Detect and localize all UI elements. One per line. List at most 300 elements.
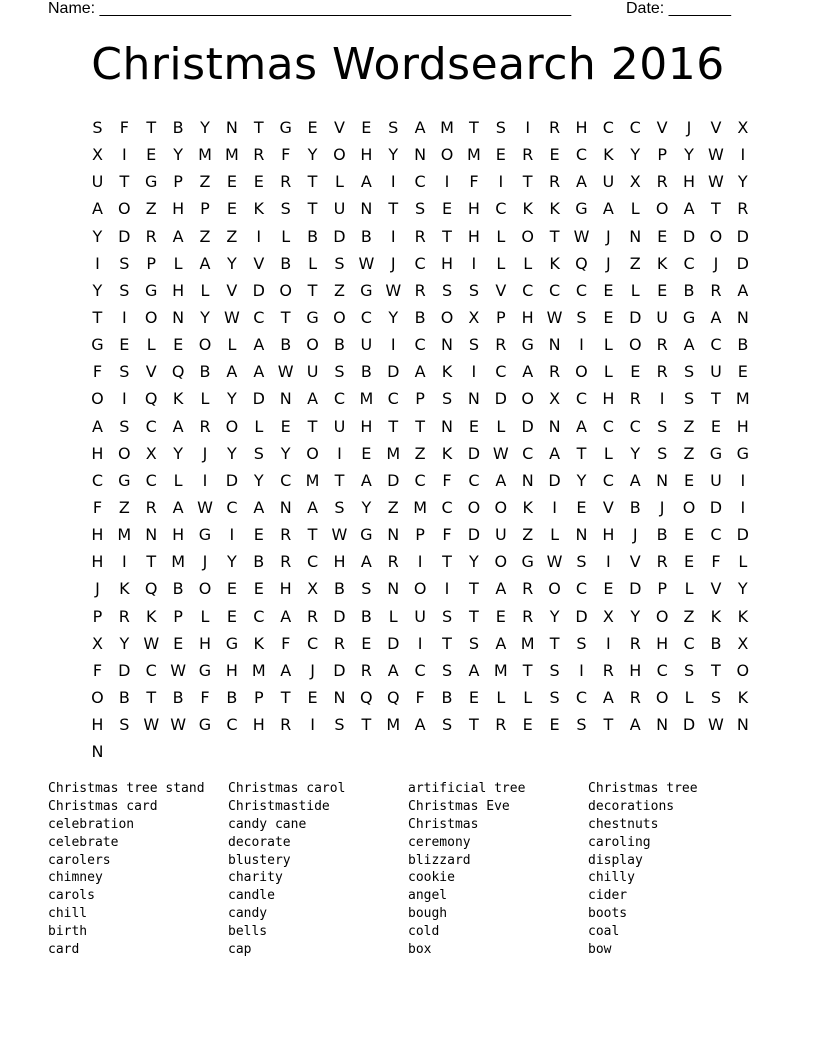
grid-letter[interactable]: L (200, 280, 210, 300)
grid-letter[interactable]: R (387, 552, 399, 572)
grid-letter[interactable]: X (549, 389, 561, 409)
grid-letter[interactable]: S (280, 199, 291, 219)
grid-letter[interactable]: D (387, 362, 400, 382)
grid-letter[interactable]: C (280, 470, 292, 490)
grid-letter[interactable]: E (603, 579, 614, 599)
grid-letter[interactable]: E (173, 633, 184, 653)
grid-letter[interactable]: A (576, 416, 587, 436)
grid-letter[interactable]: I (310, 715, 315, 735)
grid-letter[interactable]: S (388, 118, 399, 137)
grid-letter[interactable]: D (118, 226, 131, 246)
grid-letter[interactable]: J (390, 253, 396, 273)
grid-letter[interactable]: C (522, 280, 534, 300)
grid-letter[interactable]: L (173, 253, 183, 273)
grid-letter[interactable]: G (145, 280, 158, 300)
grid-letter[interactable]: A (387, 660, 399, 680)
grid-letter[interactable]: T (146, 552, 157, 572)
grid-letter[interactable]: I (471, 362, 477, 382)
grid-letter[interactable]: I (525, 118, 531, 137)
grid-letter[interactable]: S (119, 416, 130, 436)
grid-letter[interactable]: K (522, 199, 533, 219)
grid-letter[interactable]: I (740, 497, 746, 517)
grid-letter[interactable]: T (119, 172, 130, 192)
grid-letter[interactable]: W (573, 226, 590, 246)
grid-letter[interactable]: A (172, 226, 184, 246)
grid-letter[interactable]: P (415, 525, 425, 545)
grid-letter[interactable]: A (280, 606, 292, 626)
grid-letter[interactable]: A (737, 280, 749, 300)
grid-letter[interactable]: O (198, 579, 212, 599)
grid-letter[interactable]: L (308, 253, 318, 273)
grid-letter[interactable]: K (253, 199, 265, 219)
grid-letter[interactable]: L (173, 470, 183, 490)
grid-letter[interactable]: B (360, 606, 372, 626)
grid-letter[interactable]: I (417, 633, 423, 653)
grid-letter[interactable]: G (198, 660, 212, 680)
grid-letter[interactable]: C (549, 280, 561, 300)
grid-letter[interactable]: S (119, 253, 130, 273)
grid-letter[interactable]: Z (199, 172, 211, 192)
grid-letter[interactable]: E (549, 145, 560, 165)
grid-letter[interactable]: A (253, 362, 265, 382)
grid-letter[interactable]: M (520, 633, 535, 653)
grid-letter[interactable]: L (603, 335, 613, 355)
grid-letter[interactable]: O (682, 497, 696, 517)
grid-letter[interactable]: O (279, 280, 292, 300)
grid-letter[interactable]: C (575, 389, 588, 409)
date-field[interactable]: Date: _______ (626, 0, 731, 17)
grid-letter[interactable]: A (253, 335, 265, 355)
grid-letter[interactable]: S (549, 687, 560, 707)
grid-letter[interactable]: W (385, 280, 402, 300)
grid-letter[interactable]: H (467, 226, 480, 246)
grid-letter[interactable]: P (495, 307, 506, 327)
grid-letter[interactable]: T (361, 715, 372, 735)
grid-letter[interactable]: V (710, 118, 722, 137)
grid-letter[interactable]: O (709, 226, 723, 246)
grid-letter[interactable]: I (471, 253, 477, 273)
grid-letter[interactable]: B (226, 687, 238, 707)
grid-letter[interactable]: C (253, 307, 265, 327)
grid-letter[interactable]: R (522, 606, 534, 626)
grid-letter[interactable]: E (441, 199, 453, 219)
grid-letter[interactable]: T (711, 389, 721, 409)
grid-letter[interactable]: C (683, 253, 695, 273)
grid-letter[interactable]: D (736, 253, 749, 273)
grid-letter[interactable]: F (92, 660, 103, 680)
grid-letter[interactable]: V (629, 552, 641, 572)
grid-letter[interactable]: O (440, 307, 454, 327)
grid-letter[interactable]: A (199, 253, 211, 273)
grid-letter[interactable]: P (173, 606, 183, 626)
grid-letter[interactable]: D (225, 470, 239, 490)
grid-letter[interactable]: C (306, 633, 319, 653)
grid-letter[interactable]: Y (684, 145, 694, 165)
grid-letter[interactable]: M (224, 145, 239, 165)
grid-letter[interactable]: R (549, 172, 561, 192)
grid-letter[interactable]: O (494, 497, 508, 517)
grid-letter[interactable]: A (576, 172, 587, 192)
grid-letter[interactable]: R (360, 660, 372, 680)
grid-letter[interactable]: E (737, 362, 748, 382)
grid-letter[interactable]: C (414, 335, 426, 355)
grid-letter[interactable]: I (659, 389, 665, 409)
grid-letter[interactable]: R (414, 280, 426, 300)
grid-letter[interactable]: A (414, 118, 426, 137)
grid-letter[interactable]: A (360, 470, 372, 490)
grid-letter[interactable]: S (683, 389, 695, 409)
grid-letter[interactable]: C (226, 715, 238, 735)
grid-letter[interactable]: D (252, 389, 265, 409)
grid-letter[interactable]: B (414, 307, 426, 327)
grid-letter[interactable]: X (629, 172, 641, 192)
grid-letter[interactable]: E (657, 226, 668, 246)
grid-letter[interactable]: X (145, 443, 157, 463)
grid-letter[interactable]: S (334, 362, 345, 382)
grid-letter[interactable]: L (603, 443, 613, 463)
grid-letter[interactable]: Z (226, 226, 238, 246)
grid-letter[interactable]: G (709, 443, 723, 463)
grid-letter[interactable]: I (202, 470, 208, 490)
grid-letter[interactable]: M (359, 389, 374, 409)
grid-letter[interactable]: M (467, 145, 481, 165)
grid-letter[interactable]: R (522, 579, 534, 599)
grid-letter[interactable]: Z (145, 199, 157, 219)
grid-letter[interactable]: K (441, 362, 453, 382)
grid-letter[interactable]: T (576, 443, 587, 463)
grid-letter[interactable]: O (521, 226, 534, 246)
grid-letter[interactable]: P (173, 172, 183, 192)
grid-letter[interactable]: Y (173, 145, 183, 165)
grid-letter[interactable]: E (307, 118, 318, 137)
grid-letter[interactable]: D (467, 525, 481, 545)
grid-letter[interactable]: Y (227, 389, 237, 409)
grid-letter[interactable]: T (549, 633, 560, 653)
grid-letter[interactable]: G (279, 118, 292, 137)
grid-letter[interactable]: B (333, 579, 345, 599)
grid-letter[interactable]: K (737, 606, 749, 626)
grid-letter[interactable]: E (361, 443, 372, 463)
grid-letter[interactable]: E (173, 335, 184, 355)
grid-letter[interactable]: C (683, 633, 695, 653)
grid-letter[interactable]: P (92, 606, 103, 626)
grid-letter[interactable]: S (119, 280, 130, 300)
grid-letter[interactable]: O (655, 199, 669, 219)
grid-letter[interactable]: M (413, 497, 428, 517)
grid-letter[interactable]: T (442, 552, 452, 572)
grid-letter[interactable]: E (710, 416, 721, 436)
grid-letter[interactable]: I (390, 335, 396, 355)
grid-letter[interactable]: H (441, 253, 454, 273)
grid-letter[interactable]: L (281, 226, 291, 246)
grid-letter[interactable]: H (656, 633, 669, 653)
grid-letter[interactable]: E (226, 172, 237, 192)
grid-letter[interactable]: R (199, 416, 211, 436)
grid-letter[interactable]: E (683, 552, 695, 572)
grid-letter[interactable]: B (683, 280, 695, 300)
grid-letter[interactable]: X (91, 633, 103, 653)
grid-letter[interactable]: L (200, 606, 210, 626)
grid-letter[interactable]: R (118, 606, 130, 626)
grid-letter[interactable]: H (683, 172, 696, 192)
grid-letter[interactable]: F (92, 362, 103, 382)
grid-letter[interactable]: C (306, 552, 319, 572)
grid-letter[interactable]: C (575, 280, 588, 300)
grid-letter[interactable]: S (710, 687, 721, 707)
grid-letter[interactable]: O (118, 443, 131, 463)
grid-letter[interactable]: O (333, 145, 346, 165)
grid-letter[interactable]: W (331, 525, 348, 545)
grid-letter[interactable]: J (95, 579, 100, 599)
grid-letter[interactable]: L (630, 280, 640, 300)
grid-letter[interactable]: W (708, 715, 724, 735)
grid-letter[interactable]: Y (630, 443, 641, 463)
grid-letter[interactable]: Z (333, 280, 345, 300)
grid-letter[interactable]: S (334, 715, 345, 735)
grid-letter[interactable]: Y (388, 145, 399, 165)
grid-letter[interactable]: K (603, 145, 614, 165)
grid-letter[interactable]: U (91, 172, 104, 192)
grid-letter[interactable]: C (91, 470, 104, 490)
grid-letter[interactable]: T (280, 307, 291, 327)
grid-letter[interactable]: A (495, 633, 507, 653)
grid-letter[interactable]: I (95, 253, 100, 273)
grid-letter[interactable]: O (628, 335, 642, 355)
grid-letter[interactable]: N (387, 525, 400, 545)
grid-letter[interactable]: G (118, 470, 131, 490)
grid-letter[interactable]: C (414, 253, 426, 273)
grid-letter[interactable]: F (200, 687, 210, 707)
grid-letter[interactable]: J (632, 525, 638, 545)
grid-letter[interactable]: L (603, 362, 613, 382)
grid-letter[interactable]: R (656, 552, 668, 572)
grid-letter[interactable]: E (683, 470, 695, 490)
grid-letter[interactable]: Y (119, 633, 130, 653)
grid-letter[interactable]: A (91, 416, 103, 436)
grid-letter[interactable]: N (279, 497, 292, 517)
grid-letter[interactable]: P (200, 199, 210, 219)
grid-letter[interactable]: D (682, 715, 696, 735)
grid-letter[interactable]: T (307, 525, 318, 545)
grid-letter[interactable]: F (281, 145, 291, 165)
grid-letter[interactable]: I (390, 226, 396, 246)
grid-letter[interactable]: E (603, 280, 614, 300)
grid-letter[interactable]: L (227, 335, 237, 355)
grid-letter[interactable]: M (198, 145, 212, 165)
grid-letter[interactable]: K (441, 443, 453, 463)
grid-letter[interactable]: C (414, 660, 426, 680)
grid-letter[interactable]: C (468, 470, 480, 490)
grid-letter[interactable]: D (387, 470, 400, 490)
grid-letter[interactable]: M (440, 118, 454, 137)
grid-letter[interactable]: H (279, 579, 292, 599)
grid-letter[interactable]: S (657, 443, 668, 463)
grid-letter[interactable]: T (92, 307, 103, 327)
grid-letter[interactable]: T (711, 199, 721, 219)
grid-letter[interactable]: O (333, 307, 346, 327)
grid-letter[interactable]: W (708, 172, 724, 192)
grid-letter[interactable]: E (253, 525, 264, 545)
grid-letter[interactable]: I (121, 307, 127, 327)
grid-letter[interactable]: E (280, 416, 291, 436)
grid-letter[interactable]: S (119, 715, 130, 735)
grid-letter[interactable]: M (386, 715, 401, 735)
grid-letter[interactable]: O (655, 687, 669, 707)
grid-letter[interactable]: R (656, 362, 668, 382)
grid-letter[interactable]: T (469, 606, 479, 626)
grid-letter[interactable]: S (576, 307, 587, 327)
grid-letter[interactable]: Q (144, 389, 158, 409)
grid-letter[interactable]: M (735, 389, 750, 409)
grid-letter[interactable]: D (736, 226, 749, 246)
grid-letter[interactable]: Z (522, 525, 534, 545)
grid-letter[interactable]: N (736, 307, 749, 327)
grid-letter[interactable]: D (736, 525, 749, 545)
grid-letter[interactable]: T (280, 687, 291, 707)
grid-letter[interactable]: H (575, 118, 588, 137)
grid-letter[interactable]: Y (92, 226, 103, 246)
grid-letter[interactable]: S (253, 443, 264, 463)
grid-letter[interactable]: E (361, 633, 372, 653)
grid-letter[interactable]: Y (361, 497, 372, 517)
grid-letter[interactable]: N (629, 226, 642, 246)
grid-letter[interactable]: L (523, 687, 533, 707)
grid-letter[interactable]: W (197, 497, 213, 517)
grid-letter[interactable]: Y (227, 443, 237, 463)
grid-letter[interactable]: Y (307, 145, 318, 165)
grid-letter[interactable]: A (602, 687, 614, 707)
grid-letter[interactable]: G (521, 335, 534, 355)
grid-letter[interactable]: C (575, 145, 588, 165)
grid-letter[interactable]: O (306, 443, 319, 463)
grid-letter[interactable]: T (334, 470, 345, 490)
grid-letter[interactable]: L (523, 253, 533, 273)
grid-letter[interactable]: A (307, 389, 319, 409)
grid-letter[interactable]: E (146, 145, 157, 165)
grid-letter[interactable]: T (522, 660, 533, 680)
grid-letter[interactable]: Y (200, 307, 210, 327)
grid-letter[interactable]: B (629, 497, 641, 517)
grid-letter[interactable]: I (444, 172, 450, 192)
grid-letter[interactable]: X (307, 579, 319, 599)
grid-letter[interactable]: Z (414, 443, 426, 463)
grid-letter[interactable]: R (656, 335, 668, 355)
grid-letter[interactable]: T (442, 633, 452, 653)
grid-letter[interactable]: I (256, 226, 262, 246)
grid-letter[interactable]: F (442, 470, 452, 490)
grid-letter[interactable]: R (522, 145, 534, 165)
grid-letter[interactable]: C (629, 416, 641, 436)
grid-letter[interactable]: Y (737, 172, 748, 192)
grid-letter[interactable]: M (386, 443, 401, 463)
grid-letter[interactable]: P (657, 579, 667, 599)
grid-letter[interactable]: N (225, 118, 238, 137)
grid-letter[interactable]: H (602, 389, 615, 409)
grid-letter[interactable]: H (467, 199, 480, 219)
grid-letter[interactable]: T (522, 172, 533, 192)
grid-letter[interactable]: X (91, 145, 103, 165)
grid-letter[interactable]: B (172, 118, 184, 137)
grid-letter[interactable]: M (251, 660, 266, 680)
grid-letter[interactable]: B (710, 633, 722, 653)
grid-letter[interactable]: C (333, 389, 346, 409)
grid-letter[interactable]: W (170, 660, 187, 680)
grid-letter[interactable]: J (713, 253, 719, 273)
grid-letter[interactable]: I (390, 172, 396, 192)
grid-letter[interactable]: M (171, 552, 186, 572)
grid-letter[interactable]: R (145, 497, 157, 517)
grid-letter[interactable]: D (494, 389, 507, 409)
grid-letter[interactable]: E (468, 687, 479, 707)
grid-letter[interactable]: Q (575, 253, 588, 273)
grid-letter[interactable]: W (546, 552, 563, 572)
grid-letter[interactable]: T (469, 715, 479, 735)
grid-letter[interactable]: S (415, 199, 426, 219)
grid-letter[interactable]: M (117, 525, 132, 545)
grid-letter[interactable]: A (629, 715, 641, 735)
grid-letter[interactable]: K (172, 389, 184, 409)
grid-letter[interactable]: G (306, 307, 319, 327)
grid-letter[interactable]: B (656, 525, 668, 545)
grid-letter[interactable]: C (629, 118, 641, 137)
grid-letter[interactable]: Z (387, 497, 399, 517)
grid-letter[interactable]: L (146, 335, 156, 355)
grid-letter[interactable]: T (415, 416, 426, 436)
grid-letter[interactable]: I (579, 335, 584, 355)
grid-letter[interactable]: S (334, 497, 345, 517)
grid-letter[interactable]: W (143, 633, 160, 653)
grid-letter[interactable]: J (310, 660, 315, 680)
grid-letter[interactable]: J (202, 552, 208, 572)
grid-letter[interactable]: R (629, 389, 641, 409)
grid-letter[interactable]: U (710, 362, 722, 382)
grid-letter[interactable]: Y (227, 552, 237, 572)
grid-letter[interactable]: I (579, 660, 584, 680)
grid-letter[interactable]: A (280, 660, 292, 680)
grid-letter[interactable]: B (280, 253, 292, 273)
grid-letter[interactable]: C (656, 660, 668, 680)
grid-letter[interactable]: A (602, 199, 614, 219)
grid-letter[interactable]: Y (92, 280, 103, 300)
grid-letter[interactable]: A (522, 362, 534, 382)
grid-letter[interactable]: A (710, 307, 722, 327)
grid-letter[interactable]: U (494, 525, 507, 545)
grid-letter[interactable]: H (198, 633, 212, 653)
grid-letter[interactable]: I (606, 552, 611, 572)
grid-letter[interactable]: A (360, 172, 372, 192)
grid-letter[interactable]: O (736, 660, 750, 680)
grid-letter[interactable]: E (119, 335, 130, 355)
grid-letter[interactable]: C (145, 416, 157, 436)
grid-letter[interactable]: C (145, 660, 157, 680)
grid-letter[interactable]: R (710, 280, 722, 300)
grid-letter[interactable]: D (709, 497, 723, 517)
grid-letter[interactable]: C (414, 470, 426, 490)
grid-letter[interactable]: U (333, 416, 346, 436)
grid-letter[interactable]: F (469, 172, 479, 192)
grid-letter[interactable]: B (172, 579, 184, 599)
grid-letter[interactable]: I (606, 633, 611, 653)
grid-letter[interactable]: Z (199, 226, 211, 246)
grid-letter[interactable]: T (307, 280, 318, 300)
grid-letter[interactable]: K (253, 633, 265, 653)
grid-letter[interactable]: N (656, 715, 669, 735)
grid-letter[interactable]: E (603, 307, 614, 327)
grid-letter[interactable]: Z (118, 497, 130, 517)
grid-letter[interactable]: U (306, 362, 319, 382)
grid-letter[interactable]: O (198, 335, 212, 355)
grid-letter[interactable]: Y (630, 606, 641, 626)
